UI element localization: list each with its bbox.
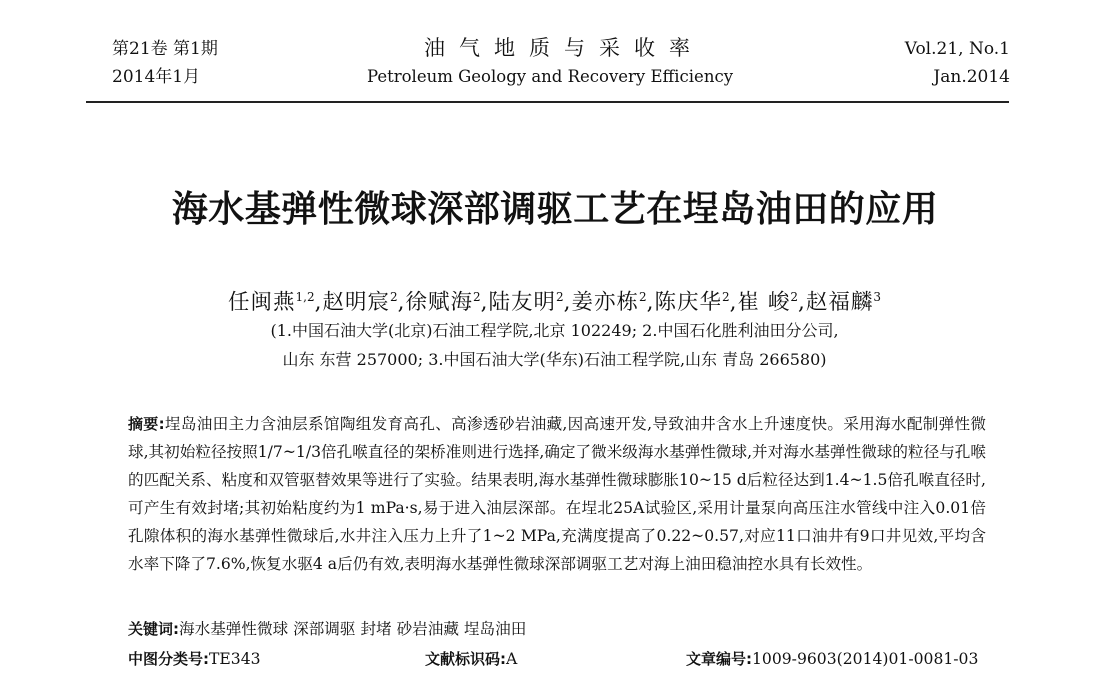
author: 徐赋海$^2$ (405, 290, 481, 316)
volume-issue: 第21卷 第1期 (112, 39, 218, 59)
keywords (128, 618, 986, 640)
author: 崔 峻$^2$ (737, 290, 798, 316)
date-en: Jan.2014 (933, 67, 1010, 87)
abstract-text: 埕岛油田主力含油层系馆陶组发育高孔、高渗透砂岩油藏,因高速开发,导致油井含水上升速度快。采用海水配制弹性微球,其初始粒径按照1/7~1/3倍孔喉直径的架桥准则进行选择,确定了微米级海水基弹性微球,并对海水基弹性微球的粒径与孔喉的匹配关系、粘度和双管驱替效果等进行了实验。结果表明,海水基弹性微球膨胀10~15 d后粒径达到1.4~1.5倍孔喉直径时,可产生有效封堵;其初始粘度约为1 mPa·s,易于进入油层深部。在埕北25A试验区,采用计量泵向高压注水管线中注入0.01倍孔隙体积的海水基弹性微球后,水井注入压力上升了1~2 MPa,充满度提高了0.22~0.57,对应11口油井有9口井见效,平均含水率下降了7.6%,恢复水驱4 a后仍有效,表明海水基弹性微球深部调驱工艺对海上油田稳油控水具有长效性。 (128, 415, 987, 573)
author: 陈庆华$^2$ (654, 290, 730, 316)
article-number: 文章编号:1009-9603(2014)01-0081-03 (686, 650, 979, 668)
author: 赵明宸$^2$ (322, 290, 398, 316)
clc-number: 中图分类号:TE343 (128, 650, 261, 668)
keywords-label: 关键词: (128, 620, 179, 638)
affiliation-line-2: 山东 东营 257000; 3.中国石油大学(华东)石油工程学院,山东 青岛 266580) (282, 350, 827, 369)
author: 姜亦栋$^2$ (571, 290, 647, 316)
author: 陆友明$^2$ (488, 290, 564, 316)
journal-title-cn: 油气地质与采收率 (424, 36, 704, 60)
journal-title-en: Petroleum Geology and Recovery Efficiency (366, 67, 734, 86)
author: 任闽燕$^{1,2}$ (228, 290, 315, 316)
date-cn: 2014年1月 (112, 67, 201, 87)
paper-title: 海水基弹性微球深部调驱工艺在埕岛油田的应用 (171, 188, 939, 230)
abstract (128, 410, 986, 578)
author-list: 任闽燕$^{1,2}$,赵明宸$^2$,徐赋海$^2$,陆友明$^2$,姜亦栋$^2$,陈庆华$^2$,崔 峻$^2$,赵福麟$^3$ (228, 290, 881, 316)
affiliation-line-1: (1.中国石油大学(北京)石油工程学院,北京 102249; 2.中国石化胜利油田分公司, (270, 321, 839, 340)
header-rule (86, 101, 1009, 103)
document-code: 文献标识码:A (425, 650, 518, 668)
volume-en: Vol.21, No.1 (904, 39, 1010, 59)
journal-header (0, 0, 1109, 110)
author: 赵福麟$^3$ (805, 290, 881, 316)
abstract-label: 摘要: (128, 415, 165, 433)
keywords-text: 海水基弹性微球 深部调驱 封堵 砂岩油藏 埕岛油田 (179, 620, 527, 638)
